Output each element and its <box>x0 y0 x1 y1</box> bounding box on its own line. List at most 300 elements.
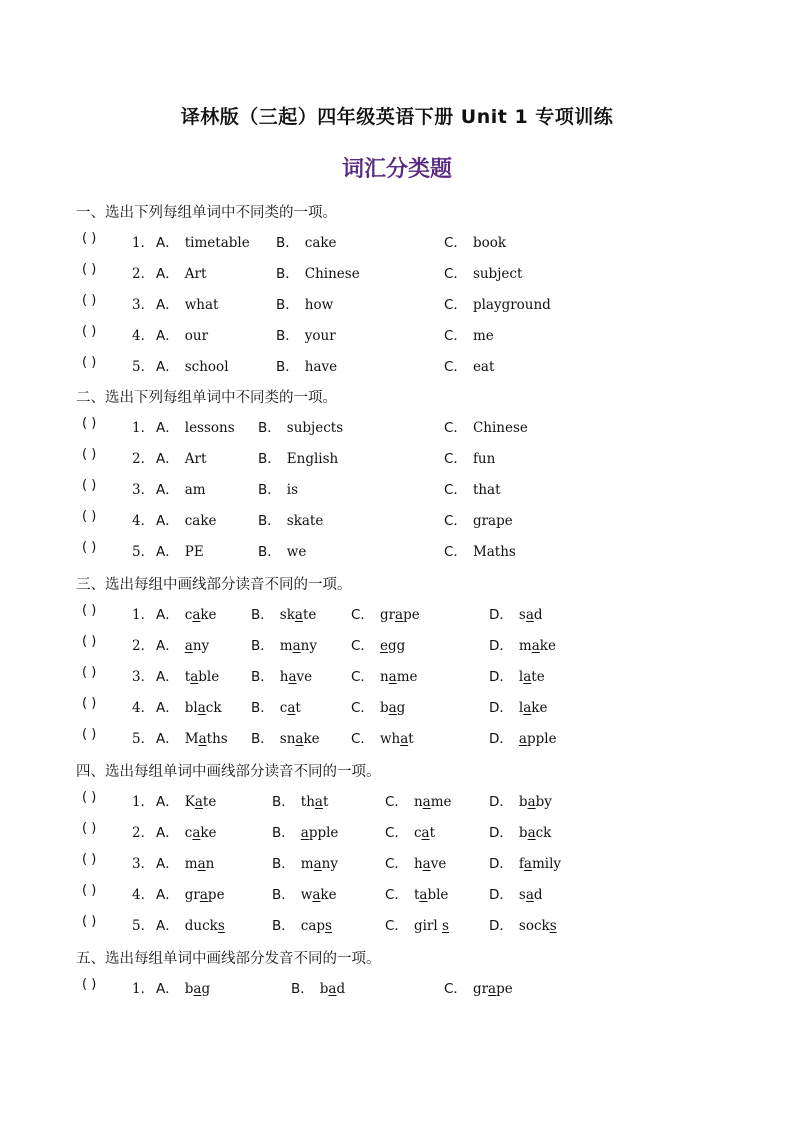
option-letter: D． <box>489 825 513 841</box>
underlined-part: a <box>314 794 323 810</box>
underlined-part: a <box>197 700 206 716</box>
underlined-part: a <box>388 700 397 716</box>
word-part: wh <box>379 731 401 747</box>
option-letter: C． <box>385 918 408 934</box>
option-word: lessons <box>184 420 235 436</box>
option <box>156 603 217 623</box>
option-word <box>519 887 543 903</box>
word-part: pe <box>403 607 420 623</box>
option-word: have <box>304 359 338 375</box>
word-part: girl <box>413 918 442 934</box>
option-letter: C． <box>444 266 467 282</box>
word-part: ke <box>200 607 217 623</box>
word-part: g <box>396 700 406 716</box>
underlined-part: a <box>197 856 206 872</box>
underlined-part: a <box>523 669 532 685</box>
option-word <box>185 638 209 654</box>
word-part: ke <box>539 638 556 654</box>
option-letter: C． <box>385 794 408 810</box>
word-part: b <box>518 825 528 841</box>
option <box>489 790 552 810</box>
option <box>276 355 337 375</box>
option-word <box>185 887 225 903</box>
answer-blank[interactable]: ( ) <box>82 416 97 431</box>
question-row <box>0 355 794 377</box>
word-part: ke <box>200 825 217 841</box>
answer-blank[interactable]: ( ) <box>82 509 97 524</box>
option-word <box>519 700 548 716</box>
word-part: duck <box>184 918 218 934</box>
option <box>156 914 225 934</box>
option-letter: B． <box>251 700 274 716</box>
word-part: te <box>531 669 545 685</box>
word-part: pple <box>308 825 339 841</box>
option-word: me <box>472 328 494 344</box>
question-number: 5． <box>132 731 155 747</box>
word-part: ke <box>531 700 548 716</box>
option-letter: A． <box>156 825 179 841</box>
option-word <box>301 825 339 841</box>
option-word <box>414 825 435 841</box>
word-part: sk <box>279 607 295 623</box>
option <box>156 540 204 560</box>
question-number: 2． <box>132 266 155 282</box>
option-letter: A． <box>156 607 179 623</box>
option-word <box>280 669 312 685</box>
option <box>444 293 551 313</box>
word-part: d <box>336 981 346 997</box>
option <box>156 416 235 436</box>
option-letter: A． <box>156 235 179 251</box>
answer-blank[interactable]: ( ) <box>82 262 97 277</box>
option-word <box>280 638 317 654</box>
option-word <box>519 638 556 654</box>
option <box>156 852 214 872</box>
option-word: Maths <box>472 544 516 560</box>
option-letter: A． <box>156 359 179 375</box>
word-part: me <box>430 794 452 810</box>
word-part: ble <box>198 669 220 685</box>
option-letter: D． <box>489 887 513 903</box>
word-part: m <box>300 856 314 872</box>
option <box>258 447 338 467</box>
question-number: 4． <box>132 513 155 529</box>
option-letter: B． <box>276 297 299 313</box>
option <box>351 665 418 685</box>
option-word: PE <box>184 544 204 560</box>
option <box>156 883 225 903</box>
underlined-part: a <box>525 887 534 903</box>
option-letter: C． <box>444 451 467 467</box>
word-part: b <box>184 981 194 997</box>
option-word: cake <box>304 235 337 251</box>
option <box>444 478 501 498</box>
option-letter: A． <box>156 482 179 498</box>
underlined-part: a <box>292 638 301 654</box>
option-word <box>519 918 557 934</box>
word-part: t <box>295 700 301 716</box>
option-word <box>519 856 561 872</box>
question-number: 1． <box>132 981 155 997</box>
option <box>444 262 522 282</box>
question-number: 3． <box>132 482 155 498</box>
answer-blank[interactable]: ( ) <box>82 977 97 992</box>
question-number: 4． <box>132 700 155 716</box>
option-letter: A． <box>156 731 179 747</box>
underlined-part: a <box>287 700 296 716</box>
option-letter: C． <box>351 700 374 716</box>
option-word <box>414 887 448 903</box>
underlined-part: a <box>198 731 207 747</box>
option <box>444 509 513 529</box>
underlined-part: a <box>192 825 201 841</box>
underlined-part: a <box>419 887 428 903</box>
option-word: Chinese <box>304 266 360 282</box>
underlined-part: a <box>300 825 309 841</box>
option <box>351 603 420 623</box>
underlined-part: a <box>395 607 404 623</box>
option-letter: A． <box>156 328 179 344</box>
underlined-part: a <box>193 981 202 997</box>
option-word <box>185 669 219 685</box>
section-heading: 四、选出每组单词中画线部分读音不同的一项。 <box>76 764 381 780</box>
option <box>251 603 316 623</box>
option-word <box>519 731 557 747</box>
underlined-part: a <box>523 700 532 716</box>
word-part: t <box>408 731 414 747</box>
section-heading: 一、选出下列每组单词中不同类的一项。 <box>76 205 337 221</box>
question-row <box>0 603 794 625</box>
option-word: Art <box>184 451 207 467</box>
option-letter: A． <box>156 981 179 997</box>
answer-blank[interactable]: ( ) <box>82 293 97 308</box>
answer-blank[interactable]: ( ) <box>82 665 97 680</box>
option <box>351 696 405 716</box>
word-part: c <box>184 825 193 841</box>
word-part: w <box>300 887 313 903</box>
section-heading: 五、选出每组单词中画线部分发音不同的一项。 <box>76 951 381 967</box>
option-word <box>185 607 217 623</box>
question-number: 3． <box>132 297 155 313</box>
option-letter: D． <box>489 607 513 623</box>
word-part: c <box>184 607 193 623</box>
word-part: l <box>518 669 524 685</box>
word-part: ny <box>192 638 210 654</box>
question-number: 1． <box>132 235 155 251</box>
option-word <box>280 607 317 623</box>
word-part: n <box>205 856 215 872</box>
option-letter: D． <box>489 731 513 747</box>
option-letter: B． <box>272 825 295 841</box>
option-word: your <box>304 328 336 344</box>
option <box>489 696 547 716</box>
option-letter: B． <box>272 794 295 810</box>
option-word <box>301 794 329 810</box>
option <box>444 416 528 436</box>
option-word: is <box>286 482 299 498</box>
word-part: te <box>302 607 317 623</box>
answer-blank[interactable]: ( ) <box>82 821 97 836</box>
option-word: Chinese <box>472 420 528 436</box>
option-letter: D． <box>489 700 513 716</box>
word-part: s <box>518 607 526 623</box>
answer-blank[interactable]: ( ) <box>82 478 97 493</box>
option-word <box>380 638 405 654</box>
answer-blank[interactable]: ( ) <box>82 355 97 370</box>
answer-blank[interactable]: ( ) <box>82 727 97 742</box>
word-part: ths <box>206 731 228 747</box>
option-letter: A． <box>156 513 179 529</box>
option <box>351 634 405 654</box>
underlined-part: a <box>295 731 304 747</box>
option-letter: D． <box>489 918 513 934</box>
answer-blank[interactable]: ( ) <box>82 447 97 462</box>
underlined-part: a <box>388 669 397 685</box>
option <box>156 447 206 467</box>
option-letter: B． <box>258 451 281 467</box>
word-part: gr <box>472 981 489 997</box>
underlined-part: s <box>325 918 332 934</box>
question-row <box>0 665 794 687</box>
question-number: 5． <box>132 918 155 934</box>
option-letter: B． <box>276 235 299 251</box>
option-word <box>519 825 551 841</box>
option-letter: B． <box>291 981 314 997</box>
word-part: c <box>279 700 288 716</box>
word-part: by <box>535 794 552 810</box>
option-word <box>519 669 545 685</box>
option <box>156 634 209 654</box>
word-part: M <box>184 731 199 747</box>
word-part: gr <box>184 887 200 903</box>
answer-blank[interactable]: ( ) <box>82 634 97 649</box>
question-row <box>0 821 794 843</box>
underlined-part: a <box>190 669 199 685</box>
question-row <box>0 696 794 718</box>
option-word <box>185 981 210 997</box>
option <box>385 790 452 810</box>
option <box>272 914 332 934</box>
option-letter: C． <box>444 513 467 529</box>
option-word: fun <box>472 451 496 467</box>
word-part: ve <box>296 669 313 685</box>
word-part: ny <box>300 638 317 654</box>
word-part: m <box>279 638 293 654</box>
underlined-part: a <box>192 607 201 623</box>
option-word <box>380 700 405 716</box>
option <box>258 509 323 529</box>
word-part: gg <box>387 638 406 654</box>
option-letter: D． <box>489 638 513 654</box>
word-part: pe <box>207 887 225 903</box>
option-letter: C． <box>351 669 374 685</box>
answer-blank[interactable]: ( ) <box>82 540 97 555</box>
underlined-part: a <box>312 887 321 903</box>
question-number: 5． <box>132 359 155 375</box>
word-part: ke <box>320 887 337 903</box>
underlined-part: a <box>400 731 409 747</box>
option <box>276 324 336 344</box>
word-part: ck <box>535 825 552 841</box>
option-word <box>414 918 449 934</box>
option-word <box>185 825 217 841</box>
option-letter: C． <box>351 607 374 623</box>
answer-blank[interactable]: ( ) <box>82 696 97 711</box>
underlined-part: a <box>288 669 297 685</box>
option-word <box>280 700 301 716</box>
option-letter: A． <box>156 669 179 685</box>
option <box>385 852 446 872</box>
question-row <box>0 262 794 284</box>
option-word <box>185 700 222 716</box>
option <box>156 665 219 685</box>
option-word: eat <box>472 359 495 375</box>
word-part: bl <box>184 700 198 716</box>
question-row <box>0 509 794 531</box>
option-word <box>380 669 418 685</box>
option <box>156 509 217 529</box>
option-letter: C． <box>385 887 408 903</box>
option <box>156 977 210 997</box>
option-letter: C． <box>351 638 374 654</box>
question-row <box>0 883 794 905</box>
option <box>444 977 513 997</box>
underlined-part: a <box>488 981 497 997</box>
page-subtitle: 词汇分类题 <box>341 157 452 182</box>
option-word <box>380 731 414 747</box>
word-part: sock <box>518 918 550 934</box>
option-letter: A． <box>156 297 179 313</box>
question-number: 2． <box>132 451 155 467</box>
question-row <box>0 790 794 812</box>
option-word: Art <box>184 266 207 282</box>
underlined-part: a <box>523 856 532 872</box>
option-letter: B． <box>276 328 299 344</box>
option-letter: B． <box>272 856 295 872</box>
word-part: m <box>518 638 532 654</box>
question-row <box>0 977 794 999</box>
option-letter: A． <box>156 638 179 654</box>
underlined-part: a <box>313 856 322 872</box>
option-letter: B． <box>258 513 281 529</box>
option-word: what <box>184 297 219 313</box>
option-letter: A． <box>156 918 179 934</box>
question-row <box>0 478 794 500</box>
question-row <box>0 447 794 469</box>
option-word: playground <box>472 297 551 313</box>
option-letter: B． <box>258 482 281 498</box>
question-row <box>0 416 794 438</box>
question-number: 3． <box>132 856 155 872</box>
answer-blank[interactable]: ( ) <box>82 790 97 805</box>
option-word: am <box>184 482 206 498</box>
word-part: gr <box>379 607 396 623</box>
underlined-part: a <box>422 856 431 872</box>
underlined-part: a <box>525 607 534 623</box>
option <box>385 914 449 934</box>
option <box>489 821 551 841</box>
page-title: 译林版（三起）四年级英语下册 Unit 1 专项训练 <box>180 106 614 128</box>
option <box>156 478 206 498</box>
question-number: 2． <box>132 638 155 654</box>
option <box>251 634 317 654</box>
option-word <box>301 856 338 872</box>
option <box>156 231 250 251</box>
option <box>156 727 228 747</box>
option <box>272 883 337 903</box>
answer-blank[interactable]: ( ) <box>82 324 97 339</box>
option-word: subjects <box>286 420 344 436</box>
word-part: pe <box>496 981 513 997</box>
option-word <box>380 607 420 623</box>
word-part: ny <box>321 856 338 872</box>
option <box>258 478 298 498</box>
word-part: me <box>396 669 418 685</box>
option-letter: A． <box>156 700 179 716</box>
option <box>276 293 333 313</box>
option-word: book <box>472 235 507 251</box>
answer-blank[interactable]: ( ) <box>82 883 97 898</box>
question-number: 4． <box>132 887 155 903</box>
word-part: b <box>319 981 329 997</box>
option-letter: C． <box>444 981 467 997</box>
word-part: ble <box>427 887 449 903</box>
option-letter: B． <box>272 918 295 934</box>
question-row <box>0 293 794 315</box>
option <box>444 540 516 560</box>
word-part: d <box>533 607 543 623</box>
underlined-part: a <box>194 794 203 810</box>
word-part: h <box>413 856 423 872</box>
option-word <box>185 731 228 747</box>
underlined-part: a <box>531 638 540 654</box>
option <box>444 231 506 251</box>
answer-blank[interactable]: ( ) <box>82 231 97 246</box>
word-part: K <box>184 794 195 810</box>
option-word: that <box>472 482 501 498</box>
question-row <box>0 852 794 874</box>
word-part: c <box>413 825 422 841</box>
option <box>489 603 543 623</box>
option-letter: C． <box>385 856 408 872</box>
question-number: 5． <box>132 544 155 560</box>
option <box>272 790 328 810</box>
option-letter: C． <box>385 825 408 841</box>
option-word: school <box>184 359 229 375</box>
option <box>444 355 494 375</box>
word-part: m <box>184 856 198 872</box>
section-heading: 二、选出下列每组单词中不同类的一项。 <box>76 390 337 406</box>
answer-blank[interactable]: ( ) <box>82 603 97 618</box>
underlined-part: a <box>527 794 536 810</box>
answer-blank[interactable]: ( ) <box>82 852 97 867</box>
question-number: 2． <box>132 825 155 841</box>
option-letter: B． <box>251 731 274 747</box>
option-letter: D． <box>489 794 513 810</box>
word-part: sn <box>279 731 296 747</box>
option-word: English <box>286 451 339 467</box>
word-part: l <box>518 700 524 716</box>
option <box>156 821 217 841</box>
option-letter: B． <box>276 266 299 282</box>
option-letter: A． <box>156 544 179 560</box>
word-part: f <box>518 856 524 872</box>
answer-blank[interactable]: ( ) <box>82 914 97 929</box>
option <box>272 852 338 872</box>
option-word: skate <box>286 513 324 529</box>
option-word <box>519 607 543 623</box>
section-heading: 三、选出每组中画线部分读音不同的一项。 <box>76 577 352 593</box>
